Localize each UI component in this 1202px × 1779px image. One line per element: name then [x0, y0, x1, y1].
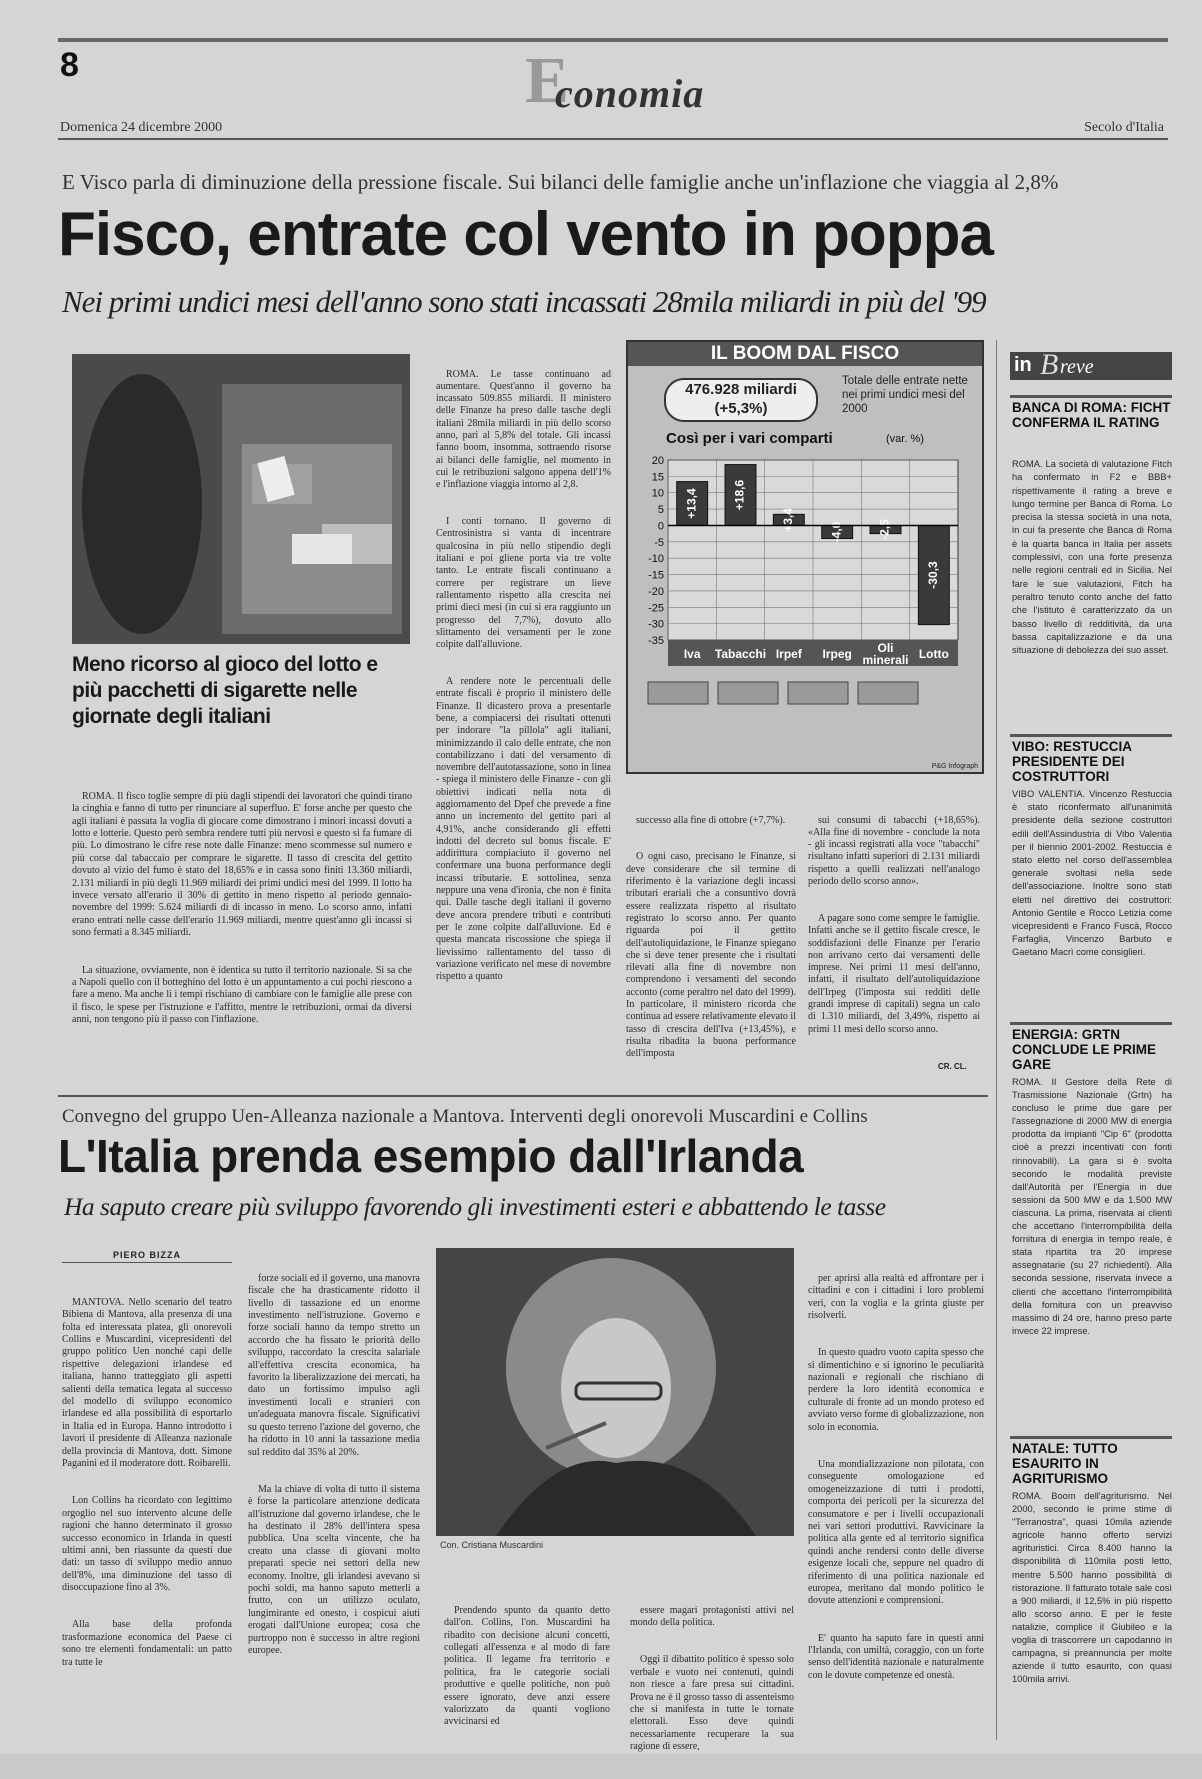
y-tick-label: -30	[648, 618, 664, 631]
second-col-4	[630, 1580, 797, 1753]
banknote-stack-icon	[788, 682, 848, 704]
chart-credit: P&G Infograph	[931, 763, 978, 770]
banknote-stack-icon	[718, 682, 778, 704]
paper-name: Secolo d'Italia	[1084, 120, 1164, 135]
category-label: Iva	[683, 647, 701, 661]
second-paragraph: Ma la chiave di volta di tutto il sistema è forse la particolare attenzione dedicata all'istruzione dal governo irlandese, che le ha destinato il 28% dell'intera spesa pubblica. Una scelta vincente, che ha creato una classe di giovani molto preparati specie nei settori della new economy. Inoltre, gli irlandesi avevano sì pochi soldi, ma hanno saputo metterli a frutto, con un utilizzo oculato, lungimirante ed onesto, i cospicui aiuti erogati dall'Unione europea; cosa che purtroppo non è successo in altre regioni europee.	[248, 1483, 423, 1656]
lotto-paragraph: ROMA. Il fisco toglie sempre di più dagli stipendi dei lavoratori che quindi tirano la cinghia e fanno di tutto per rinunciare al superfluo. E' forse anche per questo che agli italiani è passata la voglia di giocare come dimostrano i minori incassi dovuti a lotto e lotterie. Questo però sembra rendere tutti più nervosi e questo si fa fumare di più. Lo dimostrano le cifre rese note dalle Finanze: meno scommesse sul numero e più corse dal tabaccaio per comprare le sigarette. Il tasso di crescita del gettito dovuto al vizio del fumo è stato del 18,65% e in cassa sono finiti 13.360 miliardi, 2.131 miliardi in più degli 11.969 miliardi dei primi undici mesi del 1999. Il lotto ha invece versato all'erario il 30% di gettito in meno rispetto al periodo gennaio-novembre del 1999: 5.624 miliardi di di incasso in meno. Lo scorso anno, infatti erano entrati nelle casse dell'erario 11.969 miliardi, mentre quest'anno gli incassi si sono fermati a 8.345 miliardi.	[72, 790, 415, 939]
y-tick-label: -35	[648, 635, 664, 647]
sidebar-rule	[1010, 734, 1172, 737]
second-paragraph: Alla base della profonda trasformazione economica del Paese ci sono tre elementi fondamentali: un patto tra tutte le	[62, 1619, 235, 1668]
sidebar-item-headline: VIBO: RESTUCCIA PRESIDENTE DEI COSTRUTTORI	[1012, 739, 1132, 784]
chart-total-box	[664, 378, 818, 422]
second-col-2	[248, 1248, 423, 1748]
lotto-paragraph: La situazione, ovviamente, non è identica su tutto il territorio nazionale. Si sa che a Napoli quello con il botteghino del lotto è un appuntamento a cui pochi riescono a fare a meno. Ma anche lì i tempi rischiano di cambiare con le famiglie alle prese con il fisco, le spese per l'istruzione e l'affitto, mentre le retribuzioni, ormai da diversi anni, non tengono più il passo con l'inflazione.	[72, 964, 415, 1026]
bar-value-label: -2,5	[877, 519, 892, 540]
main-paragraph: I conti tornano. Il governo di Centrosinistra si vanta di incentrare qualcosina in più nello stipendio degli italiani e poi gliene porta via tre volte tanto. Le entrate fiscali continuano a correre per registrare un lieve rallentamento rispetto alla crescita nei primi dieci mesi (in cui si era raggiunto un progresso del 7,7%), dovuto allo slittamento dei versamenti per le zone colpite dall'alluvione.	[436, 516, 614, 651]
bar-value-label: +13,4	[684, 488, 699, 519]
y-tick-label: 0	[657, 520, 664, 533]
sidebar-header	[1010, 348, 1172, 381]
category-label: Lotto	[918, 647, 949, 661]
second-paragraph: Una mondializzazione non pilotata, con conseguente omologazione ed omogeneizzazione di tutti i prodotti, comporta dei pericoli per la sicurezza del consumatore e per i livelli occupazionali nei vari settori produttivi. Ravvicinare la politica alla gente ed al territorio significa quindi anche rendersi conto delle diverse esigenze locali che, seppure nel quadro di riferimento di una politica nazionale ed europea, meritano dal mondo politico le dovute attenzioni e comprensioni.	[808, 1458, 987, 1607]
category-label: Irpef	[775, 647, 802, 661]
article-signature: CR. CL.	[938, 1062, 967, 1071]
chart-plot	[628, 452, 982, 752]
bar-value-label: +3,4	[781, 508, 796, 532]
bar-value-label: -30,3	[926, 561, 941, 589]
y-tick-label: 10	[651, 487, 664, 500]
main-paragraph: sui consumi di tabacchi (+18,65%). «Alla fine di novembre - conclude la nota - gli incassi registrati alla voce "tabacchi" risultano infatti superiori di 2.131 miliardi rispetto a quelli realizzati nell'analogo periodo dello scorso anno».	[808, 814, 983, 888]
header-rule	[58, 138, 1168, 140]
photo-caption-headline: Meno ricorso al gioco del lotto e più pacchetti di sigarette nelle giornate degli italiani	[72, 653, 378, 728]
main-subheadline: Nei primi undici mesi dell'anno sono stati incassati 28mila miliardi in più del '99	[62, 284, 986, 319]
second-paragraph: Oggi il dibattito politico è spesso solo verbale e vuoto nei contenuti, quindi non riesce a fare presa sui cittadini. Prova ne è il grosso tasso di assenteismo che si manifesta in tutte le tornate elettorali. Esso deve quindi necessariamente recuperare la sua ragione di essere,	[630, 1654, 797, 1753]
sidebar-title-rest: reve	[1060, 356, 1094, 378]
second-col-3	[444, 1580, 613, 1750]
category-label: Tabacchi	[714, 647, 767, 661]
main-paragraph: ROMA. Le tasse continuano ad aumentare. Quest'anno il governo ha incassato 509.855 miliardi. Il ministero delle Finanze ha preso dalle tasche degli italiani 28mila miliardi in più dello scorso anno, pari al 5,8% del totale. Gli incassi fanno boom, insomma, sottraendo risorse ai bilanci delle famiglie, nel momento in cui le retribuzioni salgono appena dell'1% e l'inflazione viaggia intorno al 2,8.	[436, 368, 614, 491]
chart-total-value: 476.928 miliardi	[685, 381, 797, 398]
photo-caption: Con. Cristiana Muscardini	[440, 1540, 544, 1550]
sidebar-item-text: ROMA. Boom dell'agriturismo. Nel 2000, secondo le prime stime di "Terranostra", quasi 10mila aziende agricole hanno offerto servizi agrituristici. Circa 8.400 hanno la disponibilità di 110mila posti letto, mentre 5.500 hanno possibilità di ristorazione. Il fatturato totale sale così a 900 miliardi, il 12,5% in più rispetto allo scorso anno. E per le feste natalizie, complice il Giubileo e la voglia di trascorrere un capodanno in campagna, si preannuncia per molte aziende il tutto esaurito, con quasi 100mila arrivi.	[1012, 1491, 1175, 1685]
second-col-1	[62, 1272, 235, 1748]
sidebar-item-text: VIBO VALENTIA. Vincenzo Restuccia è stato riconfermato all'unanimità presidente della sezione costruttori edili dell'Assindustria di Vibo Valentia per il biennio 2001-2002. Restuccia è stato eletto nel corso dell'assemblea generale svoltasi nella sede dell'associazione. Inoltre sono stati eletti nel direttivo dei costruttori: Antonio Gentile e Rocco Letizia come vicepresidenti e Franco Fuscà, Rocco Farfaglia, Vincenzo Barbuto e Gaetano Macrì come consiglieri.	[1012, 789, 1175, 958]
banknote-stack-icon	[648, 682, 708, 704]
lotto-photo	[72, 354, 410, 644]
top-rule	[58, 38, 1168, 42]
banknote-stack-icon	[858, 682, 918, 704]
sidebar-title-prefix: in	[1014, 354, 1032, 376]
main-col-4	[808, 790, 983, 1060]
y-tick-label: -20	[648, 585, 664, 598]
sidebar-item-headline: NATALE: TUTTO ESAURITO IN AGRITURISMO	[1012, 1441, 1118, 1486]
second-paragraph: MANTOVA. Nello scenario del teatro Bibiena di Mantova, alla presenza di una folta ed interessata platea, gli onorevoli Collins e Muscardini, vicepresidenti del gruppo politico Uen nonché capi delle rispettive delegazioni irlandese ed italiana, hanno tratteggiato gli aspetti salienti della tematica legata al successo del modello di sviluppo economico irlandese ed alla possibilità di esportarlo in Italia ed in Europa. Hanno introdotto i lavori il presidente di Alleanza nazionale della provincia di Mantova, dott. Simone Paganini ed il moderatore dott. Roibarelli.	[62, 1296, 235, 1470]
main-paragraph: A rendere note le percentuali delle entrate fiscali è proprio il ministero delle Finanze. Il dicastero prova a presentarle bene, a compiacersi dei risultati ottenuti per indorare "la pillola" agli italiani, minimizzando il calo delle entrate, che non contabilizzano i dati del versamento di novembre dell'autotassazione, sono in linea - spiega il ministero delle Finanze - con gli obiettivi indicati nella nota di aggiornamento del Dpef che prevede a fine anno un incremento del gettito pari al 4,91%, anche considerando gli effetti indotti del decreto sul bonus fiscale. E' addirittura compiaciuto il governo nel confermare una buona performance degli incassi tributarie. E sottolinea, senza neppure una vena d'ironia, che non è finita qui. Dalle tasche degli italiani il governo deve ancora prendere tributi e contributi per le zone colpite dall'alluvione. Ed è questa mancata riscossione che spiega il lievissimo rallentamento del tasso di variazione verificato nel mese di novembre rispetto a quanto	[436, 676, 614, 983]
y-tick-label: -25	[648, 602, 664, 615]
main-paragraph: successo alla fine di ottobre (+7,7%).	[636, 814, 786, 826]
sidebar-rule	[1010, 1022, 1172, 1025]
category-label: Oli minerali	[862, 641, 909, 667]
lotto-text	[72, 766, 415, 1058]
sidebar-item-text: ROMA. Il Gestore della Rete di Trasmissione Nazionale (Grtn) ha concluso le prime due gare per l'assegnazione di 2000 MW di energia prodotta da impianti "Cip 6" (prodotta cioè a prezzi incentivati con fonti rinnovabili). La gara si è svolta secondo le modalità previste dall'Autorità per l'Energia in due sessioni da 500 MW e da 1.500 MW ciascuna. La prima, riservata ai clienti che accettano l'interrompibilità della fornitura di energia in tempo reale, è stata ripartita tra 20 imprese assegnatarie (su 27 richiedenti). Alla seconda sessione, riservata invece a clienti che accettano l'interrompibilità della fornitura con un preavviso massimo di 24 ore, hanno preso parte invece 22 imprese.	[1012, 1077, 1175, 1336]
second-paragraph: forze sociali ed il governo, una manovra fiscale che ha drasticamente ridotto il livello di tassazione ed un enorme investimento nell'istruzione. Governo e forze sociali hanno da tempo stretto un accordo che ha fissato le priorità dello sviluppo, raccordato la crescita salariale all'effettiva crescita economica, ha favorito la liberalizzazione dei mercati, ha dato un fortissimo impulso agli investimenti locali e stranieri con un'adeguata manovra fiscale. Significativi su questo terreno l'azione del governo, che ha ridotto in 10 anni la tassazione media sul reddito dal 35% al 20%.	[248, 1272, 423, 1458]
article-separator	[58, 1095, 988, 1097]
muscardini-photo	[436, 1248, 794, 1536]
chart-total-note: Totale delle entrate nette nei primi undici mesi del 2000	[842, 375, 968, 415]
second-paragraph: per aprirsi alla realtà ed affrontare per i cittadini e con i cittadini i loro problemi veri, con la voglia e la grinta giuste per risolverli.	[808, 1272, 987, 1322]
issue-date: Domenica 24 dicembre 2000	[60, 120, 223, 135]
y-tick-label: 20	[651, 455, 664, 467]
main-paragraph: O ogni caso, precisano le Finanze, si deve considerare che sil termine di riferimento è la variazione degli incassi tributari erariali che a consuntivo dovrà essere realizzata rispetto al risultato registrato lo scorso anno. Per quanto riguarda poi il gettito dell'autoliquidazione, le Finanze spiegano che si deve tener presente che i risultati rilevati alla fine di novembre non comprendono i versamenti del secondo acconto (come peraltro nel dato del 1999). In particolare, il ministero ricorda che continua ad essere relativamente elevato il tasso di crescita dell'Iva (+13,45%), e risulta ribadita la buona performance dell'imposta	[626, 851, 799, 1060]
sidebar-item-headline: ENERGIA: GRTN CONCLUDE LE PRIME GARE	[1012, 1027, 1157, 1072]
section-initial: E	[525, 44, 570, 117]
second-headline: L'Italia prenda esempio dall'Irlanda	[58, 1130, 804, 1182]
second-paragraph: Lon Collins ha ricordato con legittimo orgoglio nel suo intervento alcune delle ragioni che hanno determinato il grosso successo economico in Irlanda in questi ultimi anni, ben riassunte da questi due dati: un tasso di sviluppo medio annuo dell'8%, una diminuzione del tasso di disoccupazione fino al 3%.	[62, 1495, 235, 1594]
chart-total-change: (+5,3%)	[714, 400, 768, 417]
main-col-3	[626, 790, 799, 1080]
main-col-2	[436, 344, 614, 1074]
second-col-5	[808, 1248, 987, 1748]
main-headline: Fisco, entrate col vento in poppa	[58, 200, 994, 269]
chart-subtitle: Così per i vari comparti	[666, 430, 833, 447]
y-tick-label: -5	[654, 536, 664, 549]
second-paragraph: In questo quadro vuoto capita spesso che si dimentichino e si ignorino le peculiarità nazionali e regionali che rischiano di perdere la loro identità economica e culturale di fronte ad un mondo proteso ed avviato verso forme di globalizzazione, non solo in economia.	[808, 1347, 987, 1433]
bar-value-label: -4,0	[829, 521, 844, 543]
sidebar-item-text: ROMA. La società di valutazione Fitch ha confermato in F2 e BBB+ rispettivamente il rating a breve e lungo termine per Banca di Roma. Lo precisa la stessa società in una nota, in cui fa presente che Banca di Roma è la quarta banca in Italia per assets complessivi, con una forte presenza nelle regioni centrali ed in Sicilia. Nel fare le sue valutazioni, Fitch ha peraltro tenuto conto anche del fatto che l'istituto è caratterizzato da un basso livello di redditività, da una bassa capitalizzazione e da una situazione di debolezza dei suo asset.	[1012, 459, 1175, 656]
second-subheadline: Ha saputo creare più sviluppo favorendo gli investimenti esteri e abbattendo le tasse	[64, 1192, 886, 1221]
second-paragraph: E' quanto ha saputo fare in questi anni l'Irlanda, con umiltà, coraggio, con un forte senso dell'identità nazionale e naturalmente con le dovute competenze ed onestà.	[808, 1632, 987, 1681]
second-paragraph: Prendendo spunto da quanto detto dall'on. Collins, l'on. Muscardini ha ribadito con decisione alcuni concetti, collegati all'essenza e al modo di fare politica. Il legame fra territorio e politica, fra le categorie sociali produttive e quelle politiche, non può essere ignorato, deve anzi essere valorizzato da quanti vogliono avvicinarsi ed	[444, 1604, 613, 1728]
chart-title: IL BOOM DAL FISCO	[628, 342, 982, 366]
y-tick-label: 15	[651, 471, 664, 484]
sidebar-title-letter: B	[1040, 348, 1059, 381]
sidebar-rule	[1010, 1436, 1172, 1439]
sidebar-rule	[1010, 395, 1172, 398]
section-title: conomia	[555, 71, 705, 116]
y-tick-label: -15	[648, 569, 664, 582]
byline: PIERO BIZZA	[62, 1250, 232, 1263]
main-kicker: E Visco parla di diminuzione della pressione fiscale. Sui bilanci delle famiglie anche un'inflazione che viaggia al 2,8%	[62, 170, 1059, 194]
page-number: 8	[60, 46, 79, 84]
sidebar-divider	[996, 340, 997, 1740]
category-label: Irpeg	[822, 647, 852, 661]
bar-value-label: +18,6	[732, 479, 747, 511]
second-kicker: Convegno del gruppo Uen-Alleanza nazionale a Mantova. Interventi degli onorevoli Muscardini e Collins	[62, 1106, 868, 1127]
y-tick-label: 5	[657, 504, 664, 517]
fisco-chart	[626, 340, 984, 774]
sidebar-item-headline: BANCA DI ROMA: FICHT CONFERMA IL RATING	[1012, 400, 1171, 430]
second-paragraph: essere magari protagonisti attivi nel mondo della politica.	[630, 1604, 797, 1629]
chart-subtitle-unit: (var. %)	[886, 433, 924, 445]
category-band	[668, 640, 958, 666]
main-paragraph: A pagare sono come sempre le famiglie. Infatti anche se il gettito fiscale cresce, le soddisfazioni delle Finanze per l'erario non arrivano certo dai versamenti delle imprese. Nei primi 11 mesi dell'anno, infatti, il risultato dell'autoliquidazione dell'Irpeg (l'imposta sui redditi delle grandi imprese di capitali) segna un calo di 1.310 miliardi, del 3,49%, rispetto ai primi 11 mesi dello scorso anno.	[808, 912, 983, 1035]
y-tick-label: -10	[648, 553, 664, 566]
